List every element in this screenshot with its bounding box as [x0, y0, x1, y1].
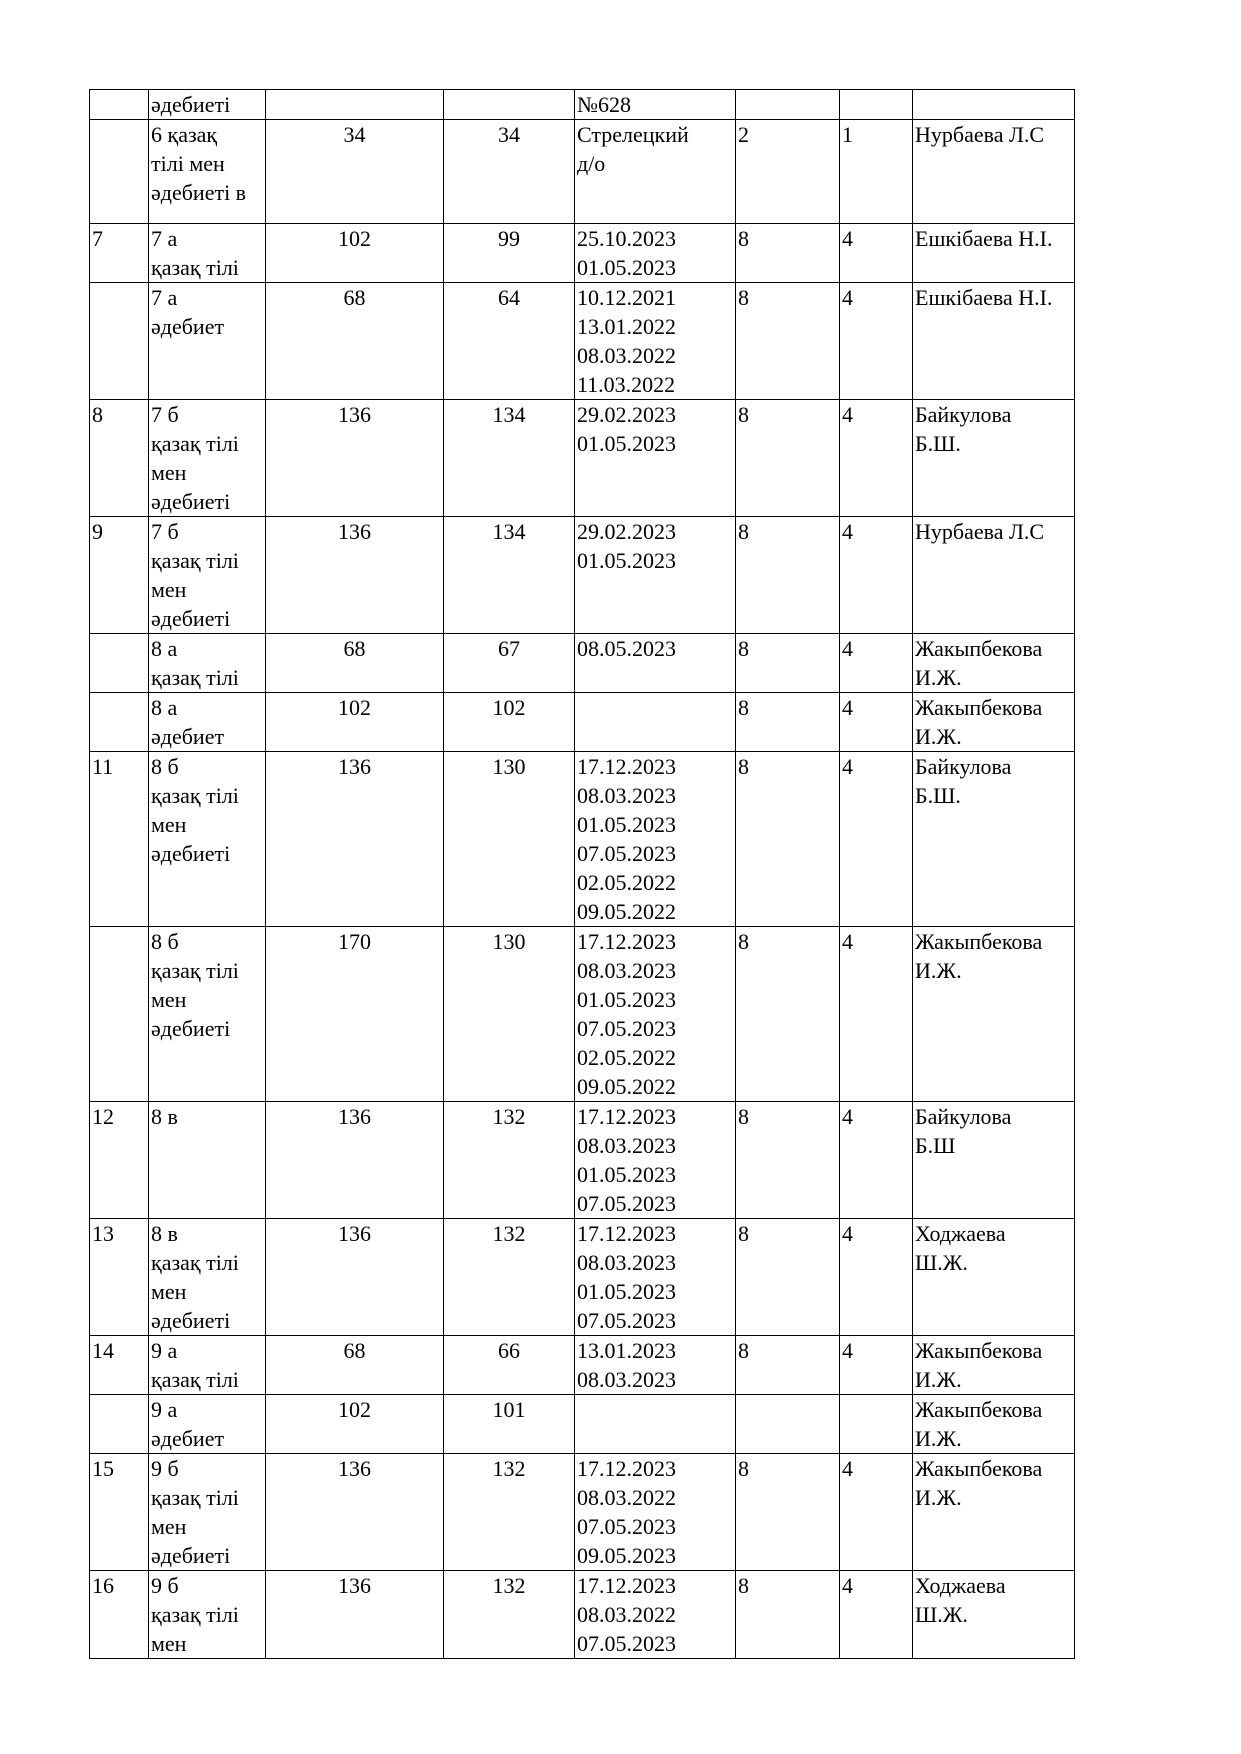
- dates-cell: [575, 1571, 736, 1659]
- dates-cell-line: Стрелецкий: [577, 122, 689, 147]
- actual-hours-cell: 67: [444, 634, 575, 693]
- dates-cell: [575, 1219, 736, 1336]
- teacher-cell: [913, 1336, 1075, 1395]
- dates-cell: [575, 517, 736, 634]
- table-row: [90, 927, 1075, 1102]
- table-row: [90, 693, 1075, 752]
- dates-cell-line: 17.12.2023: [577, 754, 676, 779]
- row-number-cell: [90, 927, 149, 1102]
- dates-cell: [575, 927, 736, 1102]
- row-number-cell: 9: [90, 517, 149, 634]
- subject-cell: [149, 693, 266, 752]
- table-body: [90, 90, 1075, 1659]
- subject-cell-line: мен: [151, 460, 187, 485]
- column-6-cell: 8: [736, 927, 840, 1102]
- subject-cell-line: әдебиеті: [151, 92, 231, 117]
- subject-cell-line: 8 в: [151, 1104, 178, 1129]
- teacher-cell: [913, 90, 1075, 120]
- subject-cell-line: 7 б: [151, 402, 179, 427]
- subject-cell: [149, 1571, 266, 1659]
- actual-hours-cell: 102: [444, 693, 575, 752]
- subject-cell-line: қазақ тілі: [151, 548, 239, 573]
- dates-cell-line: 07.05.2023: [577, 1631, 676, 1656]
- dates-cell-line: 01.05.2023: [577, 812, 676, 837]
- column-7-cell: 1: [840, 120, 913, 224]
- row-number-cell: [90, 90, 149, 120]
- column-7-cell: [840, 90, 913, 120]
- teacher-cell-line: Жакыпбекова: [915, 1456, 1043, 1481]
- subject-cell: [149, 1102, 266, 1219]
- dates-cell-line: 01.05.2023: [577, 255, 676, 280]
- actual-hours-cell: 134: [444, 400, 575, 517]
- dates-cell-line: 17.12.2023: [577, 929, 676, 954]
- column-6-cell: 8: [736, 752, 840, 927]
- dates-cell: [575, 90, 736, 120]
- subject-cell-line: мен: [151, 812, 187, 837]
- teacher-cell-line: Жакыпбекова: [915, 929, 1043, 954]
- dates-cell-line: 17.12.2023: [577, 1221, 676, 1246]
- table-row: [90, 752, 1075, 927]
- teacher-cell-line: И.Ж.: [915, 1485, 962, 1510]
- subject-cell-line: әдебиеті: [151, 841, 231, 866]
- dates-cell-line: 01.05.2023: [577, 1162, 676, 1187]
- teacher-cell-line: И.Ж.: [915, 724, 962, 749]
- subject-cell: [149, 752, 266, 927]
- actual-hours-cell: 132: [444, 1219, 575, 1336]
- planned-hours-cell: 68: [266, 1336, 444, 1395]
- subject-cell: [149, 1219, 266, 1336]
- column-7-cell: 4: [840, 752, 913, 927]
- planned-hours-cell: [266, 90, 444, 120]
- actual-hours-cell: 130: [444, 927, 575, 1102]
- dates-cell-line: 07.05.2023: [577, 841, 676, 866]
- dates-cell-line: 17.12.2023: [577, 1573, 676, 1598]
- column-6-cell: 8: [736, 224, 840, 283]
- journal-table: [89, 89, 1075, 1659]
- column-7-cell: 4: [840, 693, 913, 752]
- dates-cell: [575, 693, 736, 752]
- column-7-cell: 4: [840, 1571, 913, 1659]
- row-number-cell: [90, 120, 149, 224]
- row-number-cell: [90, 1395, 149, 1454]
- subject-cell-line: 8 б: [151, 929, 179, 954]
- subject-cell-line: 9 а: [151, 1397, 178, 1422]
- subject-cell-line: қазақ тілі: [151, 1367, 239, 1392]
- teacher-cell-line: Жакыпбекова: [915, 1397, 1043, 1422]
- teacher-cell: [913, 1219, 1075, 1336]
- row-number-cell: 15: [90, 1454, 149, 1571]
- row-number-cell: 16: [90, 1571, 149, 1659]
- subject-cell-line: 7 а: [151, 226, 178, 251]
- actual-hours-cell: 34: [444, 120, 575, 224]
- teacher-cell: [913, 1395, 1075, 1454]
- dates-cell-line: 17.12.2023: [577, 1456, 676, 1481]
- row-number-cell: 13: [90, 1219, 149, 1336]
- subject-cell-line: әдебиеті: [151, 1543, 231, 1568]
- planned-hours-cell: 136: [266, 1571, 444, 1659]
- table-row: [90, 120, 1075, 224]
- column-6-cell: 8: [736, 634, 840, 693]
- dates-cell-line: №628: [577, 92, 631, 117]
- table-row: [90, 1395, 1075, 1454]
- dates-cell-line: 08.05.2023: [577, 636, 676, 661]
- subject-cell-line: қазақ тілі: [151, 255, 239, 280]
- teacher-cell-line: Ш.Ж.: [915, 1602, 968, 1627]
- table-row: [90, 90, 1075, 120]
- row-number-cell: [90, 693, 149, 752]
- column-6-cell: 8: [736, 1336, 840, 1395]
- teacher-cell-line: И.Ж.: [915, 665, 962, 690]
- dates-cell-line: 07.05.2023: [577, 1514, 676, 1539]
- dates-cell-line: 08.03.2022: [577, 343, 676, 368]
- actual-hours-cell: 132: [444, 1102, 575, 1219]
- column-6-cell: 8: [736, 517, 840, 634]
- teacher-cell: [913, 1102, 1075, 1219]
- dates-cell-line: 09.05.2023: [577, 1543, 676, 1568]
- subject-cell-line: әдебиеті: [151, 489, 231, 514]
- subject-cell-line: 9 б: [151, 1456, 179, 1481]
- dates-cell: [575, 634, 736, 693]
- actual-hours-cell: [444, 90, 575, 120]
- table-row: [90, 517, 1075, 634]
- row-number-cell: 12: [90, 1102, 149, 1219]
- dates-cell: [575, 1395, 736, 1454]
- planned-hours-cell: 136: [266, 517, 444, 634]
- teacher-cell-line: Ешкібаева Н.І.: [915, 285, 1053, 310]
- dates-cell-line: 09.05.2022: [577, 1074, 676, 1099]
- actual-hours-cell: 132: [444, 1454, 575, 1571]
- dates-cell-line: 02.05.2022: [577, 1045, 676, 1070]
- dates-cell-line: 08.03.2022: [577, 1485, 676, 1510]
- dates-cell: [575, 400, 736, 517]
- subject-cell-line: 8 в: [151, 1221, 178, 1246]
- table-row: [90, 1219, 1075, 1336]
- teacher-cell-line: Нурбаева Л.С: [915, 122, 1045, 147]
- dates-cell: [575, 283, 736, 400]
- planned-hours-cell: 136: [266, 1219, 444, 1336]
- column-7-cell: 4: [840, 283, 913, 400]
- planned-hours-cell: 102: [266, 224, 444, 283]
- subject-cell: [149, 120, 266, 224]
- table-row: [90, 400, 1075, 517]
- subject-cell-line: әдебиеті: [151, 1308, 231, 1333]
- dates-cell-line: 01.05.2023: [577, 1279, 676, 1304]
- row-number-cell: 14: [90, 1336, 149, 1395]
- teacher-cell-line: Байкулова: [915, 754, 1012, 779]
- teacher-cell-line: Жакыпбекова: [915, 1338, 1043, 1363]
- subject-cell: [149, 1395, 266, 1454]
- subject-cell: [149, 1454, 266, 1571]
- dates-cell-line: д/о: [577, 151, 606, 176]
- dates-cell-line: 11.03.2022: [577, 372, 676, 397]
- subject-cell-line: әдебиет: [151, 314, 225, 339]
- planned-hours-cell: 102: [266, 693, 444, 752]
- subject-cell-line: 9 б: [151, 1573, 179, 1598]
- teacher-cell-line: Нурбаева Л.С: [915, 519, 1045, 544]
- actual-hours-cell: 130: [444, 752, 575, 927]
- subject-cell-line: әдебиеті: [151, 1016, 231, 1041]
- teacher-cell-line: Б.Ш: [915, 1133, 956, 1158]
- subject-cell-line: мен: [151, 1514, 187, 1539]
- teacher-cell: [913, 634, 1075, 693]
- dates-cell-line: 25.10.2023: [577, 226, 676, 251]
- subject-cell: [149, 634, 266, 693]
- column-7-cell: 4: [840, 1219, 913, 1336]
- subject-cell: [149, 283, 266, 400]
- dates-cell-line: 08.03.2023: [577, 1367, 676, 1392]
- column-7-cell: [840, 1395, 913, 1454]
- dates-cell-line: 07.05.2023: [577, 1016, 676, 1041]
- planned-hours-cell: 68: [266, 634, 444, 693]
- dates-cell: [575, 752, 736, 927]
- table-row: [90, 1336, 1075, 1395]
- teacher-cell-line: Ш.Ж.: [915, 1250, 968, 1275]
- planned-hours-cell: 170: [266, 927, 444, 1102]
- dates-cell: [575, 224, 736, 283]
- teacher-cell: [913, 517, 1075, 634]
- column-6-cell: 8: [736, 1571, 840, 1659]
- column-6-cell: 8: [736, 693, 840, 752]
- planned-hours-cell: 136: [266, 400, 444, 517]
- teacher-cell: [913, 927, 1075, 1102]
- subject-cell-line: тілі мен: [151, 151, 225, 176]
- teacher-cell: [913, 224, 1075, 283]
- dates-cell-line: 08.03.2023: [577, 1133, 676, 1158]
- row-number-cell: 7: [90, 224, 149, 283]
- actual-hours-cell: 64: [444, 283, 575, 400]
- dates-cell-line: 13.01.2022: [577, 314, 676, 339]
- teacher-cell: [913, 1571, 1075, 1659]
- teacher-cell-line: Б.Ш.: [915, 783, 961, 808]
- column-6-cell: 8: [736, 1454, 840, 1571]
- subject-cell-line: қазақ тілі: [151, 1602, 239, 1627]
- subject-cell-line: қазақ тілі: [151, 958, 239, 983]
- teacher-cell: [913, 283, 1075, 400]
- subject-cell-line: қазақ тілі: [151, 1250, 239, 1275]
- subject-cell-line: мен: [151, 987, 187, 1012]
- actual-hours-cell: 101: [444, 1395, 575, 1454]
- dates-cell-line: 10.12.2021: [577, 285, 676, 310]
- planned-hours-cell: 68: [266, 283, 444, 400]
- subject-cell-line: 9 а: [151, 1338, 178, 1363]
- subject-cell-line: мен: [151, 1631, 187, 1656]
- subject-cell-line: 7 б: [151, 519, 179, 544]
- dates-cell-line: 17.12.2023: [577, 1104, 676, 1129]
- dates-cell: [575, 120, 736, 224]
- subject-cell-line: 8 б: [151, 754, 179, 779]
- subject-cell: [149, 224, 266, 283]
- subject-cell-line: 8 а: [151, 636, 178, 661]
- subject-cell: [149, 1336, 266, 1395]
- dates-cell-line: 08.03.2023: [577, 783, 676, 808]
- column-6-cell: 8: [736, 283, 840, 400]
- subject-cell-line: қазақ тілі: [151, 783, 239, 808]
- column-6-cell: 8: [736, 1219, 840, 1336]
- column-7-cell: 4: [840, 1454, 913, 1571]
- column-6-cell: 2: [736, 120, 840, 224]
- subject-cell-line: мен: [151, 1279, 187, 1304]
- column-7-cell: 4: [840, 400, 913, 517]
- planned-hours-cell: 136: [266, 1102, 444, 1219]
- dates-cell: [575, 1336, 736, 1395]
- dates-cell-line: 08.03.2023: [577, 958, 676, 983]
- teacher-cell-line: Байкулова: [915, 402, 1012, 427]
- teacher-cell: [913, 120, 1075, 224]
- dates-cell-line: 08.03.2023: [577, 1250, 676, 1275]
- teacher-cell-line: Байкулова: [915, 1104, 1012, 1129]
- subject-cell-line: әдебиет: [151, 724, 225, 749]
- subject-cell: [149, 90, 266, 120]
- planned-hours-cell: 102: [266, 1395, 444, 1454]
- subject-cell: [149, 927, 266, 1102]
- table-row: [90, 1102, 1075, 1219]
- dates-cell-line: 02.05.2022: [577, 870, 676, 895]
- dates-cell-line: 01.05.2023: [577, 431, 676, 456]
- subject-cell-line: 6 қазақ: [151, 122, 218, 147]
- table-row: [90, 1454, 1075, 1571]
- table-row: [90, 1571, 1075, 1659]
- subject-cell-line: қазақ тілі: [151, 665, 239, 690]
- teacher-cell-line: И.Ж.: [915, 958, 962, 983]
- teacher-cell-line: И.Ж.: [915, 1367, 962, 1392]
- column-6-cell: 8: [736, 1102, 840, 1219]
- subject-cell-line: әдебиет: [151, 1426, 225, 1451]
- dates-cell-line: 08.03.2022: [577, 1602, 676, 1627]
- column-6-cell: 8: [736, 400, 840, 517]
- subject-cell-line: 7 а: [151, 285, 178, 310]
- dates-cell-line: 01.05.2023: [577, 548, 676, 573]
- subject-cell: [149, 400, 266, 517]
- row-number-cell: 8: [90, 400, 149, 517]
- subject-cell-line: әдебиеті: [151, 606, 231, 631]
- actual-hours-cell: 134: [444, 517, 575, 634]
- teacher-cell: [913, 752, 1075, 927]
- column-6-cell: [736, 1395, 840, 1454]
- row-number-cell: [90, 634, 149, 693]
- column-7-cell: 4: [840, 1336, 913, 1395]
- column-6-cell: [736, 90, 840, 120]
- row-number-cell: [90, 283, 149, 400]
- column-7-cell: 4: [840, 1102, 913, 1219]
- actual-hours-cell: 66: [444, 1336, 575, 1395]
- actual-hours-cell: 99: [444, 224, 575, 283]
- teacher-cell-line: Жакыпбекова: [915, 636, 1043, 661]
- dates-cell: [575, 1102, 736, 1219]
- dates-cell-line: 29.02.2023: [577, 402, 676, 427]
- column-7-cell: 4: [840, 634, 913, 693]
- dates-cell-line: 01.05.2023: [577, 987, 676, 1012]
- teacher-cell-line: Жакыпбекова: [915, 695, 1043, 720]
- planned-hours-cell: 136: [266, 1454, 444, 1571]
- subject-cell-line: әдебиеті в: [151, 180, 247, 205]
- dates-cell-line: 09.05.2022: [577, 899, 676, 924]
- column-7-cell: 4: [840, 224, 913, 283]
- row-number-cell: 11: [90, 752, 149, 927]
- subject-cell: [149, 517, 266, 634]
- teacher-cell-line: Ешкібаева Н.І.: [915, 226, 1053, 251]
- column-7-cell: 4: [840, 927, 913, 1102]
- column-7-cell: 4: [840, 517, 913, 634]
- teacher-cell: [913, 693, 1075, 752]
- teacher-cell: [913, 400, 1075, 517]
- subject-cell-line: қазақ тілі: [151, 1485, 239, 1510]
- dates-cell-line: 29.02.2023: [577, 519, 676, 544]
- teacher-cell-line: Ходжаева: [915, 1573, 1006, 1598]
- dates-cell: [575, 1454, 736, 1571]
- planned-hours-cell: 136: [266, 752, 444, 927]
- teacher-cell: [913, 1454, 1075, 1571]
- subject-cell-line: мен: [151, 577, 187, 602]
- dates-cell-line: 13.01.2023: [577, 1338, 676, 1363]
- planned-hours-cell: 34: [266, 120, 444, 224]
- dates-cell-line: 07.05.2023: [577, 1191, 676, 1216]
- table-row: [90, 283, 1075, 400]
- teacher-cell-line: Б.Ш.: [915, 431, 961, 456]
- teacher-cell-line: И.Ж.: [915, 1426, 962, 1451]
- table-row: [90, 634, 1075, 693]
- table-row: [90, 224, 1075, 283]
- teacher-cell-line: Ходжаева: [915, 1221, 1006, 1246]
- subject-cell-line: қазақ тілі: [151, 431, 239, 456]
- dates-cell-line: 07.05.2023: [577, 1308, 676, 1333]
- subject-cell-line: 8 а: [151, 695, 178, 720]
- actual-hours-cell: 132: [444, 1571, 575, 1659]
